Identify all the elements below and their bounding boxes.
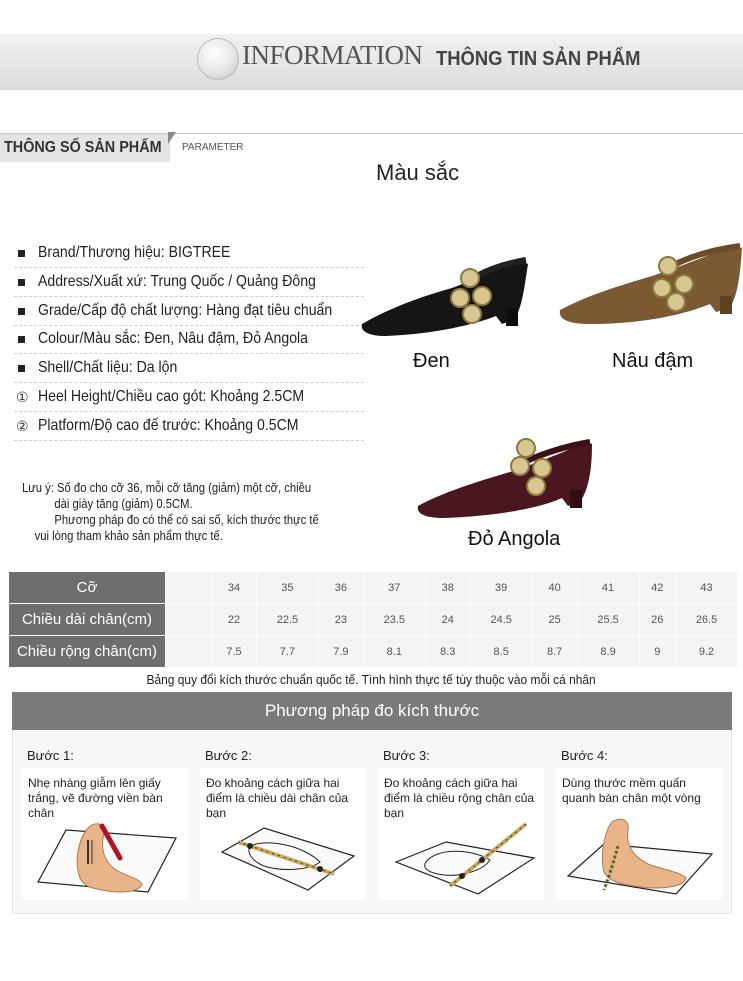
circled-two-icon: ②: [16, 418, 29, 434]
table-cell: 42: [639, 572, 676, 604]
measure-step: [200, 744, 366, 904]
row-header: Chiều rộng chân(cm): [9, 636, 166, 668]
spec-item: [14, 240, 364, 268]
table-cell: 24.5: [470, 604, 532, 636]
table-cell: 26: [639, 604, 676, 636]
step-label: Bước 2:: [205, 748, 252, 763]
table-cell: 40: [532, 572, 577, 604]
step-desc: Nhẹ nhàng giẫm lên giấy trắng, vẽ đường viền bàn chân: [28, 776, 163, 820]
banner-circle-icon: [197, 38, 239, 80]
color-label: Đen: [413, 350, 450, 372]
spec-text: Colour/Màu sắc: Đen, Nâu đậm, Đỏ Angola: [38, 330, 309, 347]
header-banner: [0, 34, 743, 90]
step-card: [378, 768, 544, 900]
color-heading: Màu sắc: [376, 160, 460, 185]
parameter-title-en: PARAMETER: [182, 142, 244, 153]
table-cell: 37: [363, 572, 425, 604]
table-cell: 8.7: [532, 636, 577, 668]
table-cell: 39: [470, 572, 532, 604]
table-cell: 8.1: [363, 636, 425, 668]
spec-item: [14, 355, 364, 383]
bullet-icon: [18, 250, 25, 257]
parameter-title-text: THÔNG SỐ SẢN PHẨM: [4, 139, 162, 156]
table-cell: 25.5: [577, 604, 639, 636]
note-line: vui lòng tham khảo sản phẩm thực tế.: [34, 529, 223, 543]
table-cell: [166, 604, 212, 636]
table-cell: 36: [318, 572, 363, 604]
note-line: dài giày tăng (giảm) 0.5CM.: [54, 497, 193, 511]
table-cell: 7.5: [212, 636, 257, 668]
table-cell: 35: [256, 572, 318, 604]
table-cell: 34: [212, 572, 257, 604]
table-cell: 9: [639, 636, 676, 668]
banner-subtitle: THÔNG TIN SẢN PHẨM: [436, 48, 641, 70]
table-cell: 9.2: [676, 636, 738, 668]
foot-length-icon: [208, 812, 358, 896]
corner-triangle-icon: [168, 132, 176, 144]
bullet-icon: [18, 308, 25, 315]
shoe-brown-image: [556, 236, 743, 332]
table-cell: 22: [212, 604, 257, 636]
spec-item: [14, 298, 364, 326]
spec-text: Shell/Chất liệu: Da lộn: [38, 359, 178, 376]
circled-one-icon: ①: [16, 389, 29, 405]
spec-text: Heel Height/Chiều cao gót: Khoảng 2.5CM: [38, 388, 305, 405]
table-cell: [166, 572, 212, 604]
table-cell: 8.3: [425, 636, 470, 668]
color-label: Đỏ Angola: [468, 528, 561, 550]
step-desc: Dùng thước mềm quấn quanh bàn chân một vòng: [562, 776, 701, 805]
table-cell: 43: [676, 572, 738, 604]
table-cell: 8.5: [470, 636, 532, 668]
table-cell: 7.7: [256, 636, 318, 668]
spec-item: [14, 413, 364, 441]
table-row: [9, 636, 738, 668]
spec-text: Grade/Cấp độ chất lượng: Hàng đạt tiêu chuẩn: [38, 302, 333, 319]
banner-title: INFORMATION: [242, 40, 423, 70]
table-row: [9, 572, 738, 604]
step-label: Bước 3:: [383, 748, 430, 763]
table-cell: 22.5: [256, 604, 318, 636]
measure-title: Phương pháp đo kích thước: [12, 692, 732, 730]
spec-text: Platform/Độ cao đế trước: Khoảng 0.5CM: [38, 417, 299, 434]
step-label: Bước 1:: [27, 748, 74, 763]
step-desc: Đo khoảng cách giữa hai điểm là chiều dài chân của bạn: [206, 776, 349, 820]
bullet-icon: [18, 336, 25, 343]
table-cell: 25: [532, 604, 577, 636]
table-cell: 23: [318, 604, 363, 636]
step-label: Bước 4:: [561, 748, 608, 763]
tape-wrap-icon: [564, 812, 714, 896]
table-cell: 26.5: [676, 604, 738, 636]
step-card: [556, 768, 722, 900]
foot-width-icon: [386, 812, 536, 896]
shoe-red-image: [412, 432, 594, 522]
table-cell: 24: [425, 604, 470, 636]
table-row: [9, 604, 738, 636]
table-cell: 41: [577, 572, 639, 604]
size-caption: [0, 672, 743, 687]
spec-item: [14, 269, 364, 297]
bullet-icon: [18, 365, 25, 372]
step-card: [22, 768, 188, 900]
step-card: [200, 768, 366, 900]
spec-text: Address/Xuất xứ: Trung Quốc / Quảng Đông: [38, 273, 316, 290]
table-cell: 23.5: [363, 604, 425, 636]
table-cell: 8.9: [577, 636, 639, 668]
table-cell: 7.9: [318, 636, 363, 668]
color-label: Nâu đậm: [612, 350, 694, 372]
table-cell: 38: [425, 572, 470, 604]
shoe-black-image: [356, 250, 536, 340]
step-desc: Đo khoảng cách giữa hai điểm là chiều rộng chân của bạn: [384, 776, 535, 820]
spec-item: [14, 384, 364, 412]
bullet-icon: [18, 279, 25, 286]
row-header: Cỡ: [9, 572, 166, 604]
spec-text: Brand/Thương hiệu: BIGTREE: [38, 244, 231, 261]
size-note: [22, 480, 362, 544]
note-line: Phương pháp đo có thể có sai số, kích thước thực tế: [54, 513, 319, 527]
parameter-title: [0, 134, 170, 162]
size-table: [8, 571, 738, 668]
measure-step: [22, 744, 188, 904]
foot-outline-icon: [30, 812, 180, 896]
measure-step: [556, 744, 722, 904]
note-line: Lưu ý: Số đo cho cỡ 36, mỗi cỡ tăng (giảm) một cỡ, chiều: [22, 481, 312, 495]
measure-step: [378, 744, 544, 904]
size-caption-text: Bảng quy đổi kích thước chuẩn quốc tế. Tình hình thực tế tùy thuộc vào mỗi cá nhân: [146, 672, 597, 687]
table-cell: [166, 636, 212, 668]
row-header: Chiều dài chân(cm): [9, 604, 166, 636]
spec-item: [14, 326, 364, 354]
